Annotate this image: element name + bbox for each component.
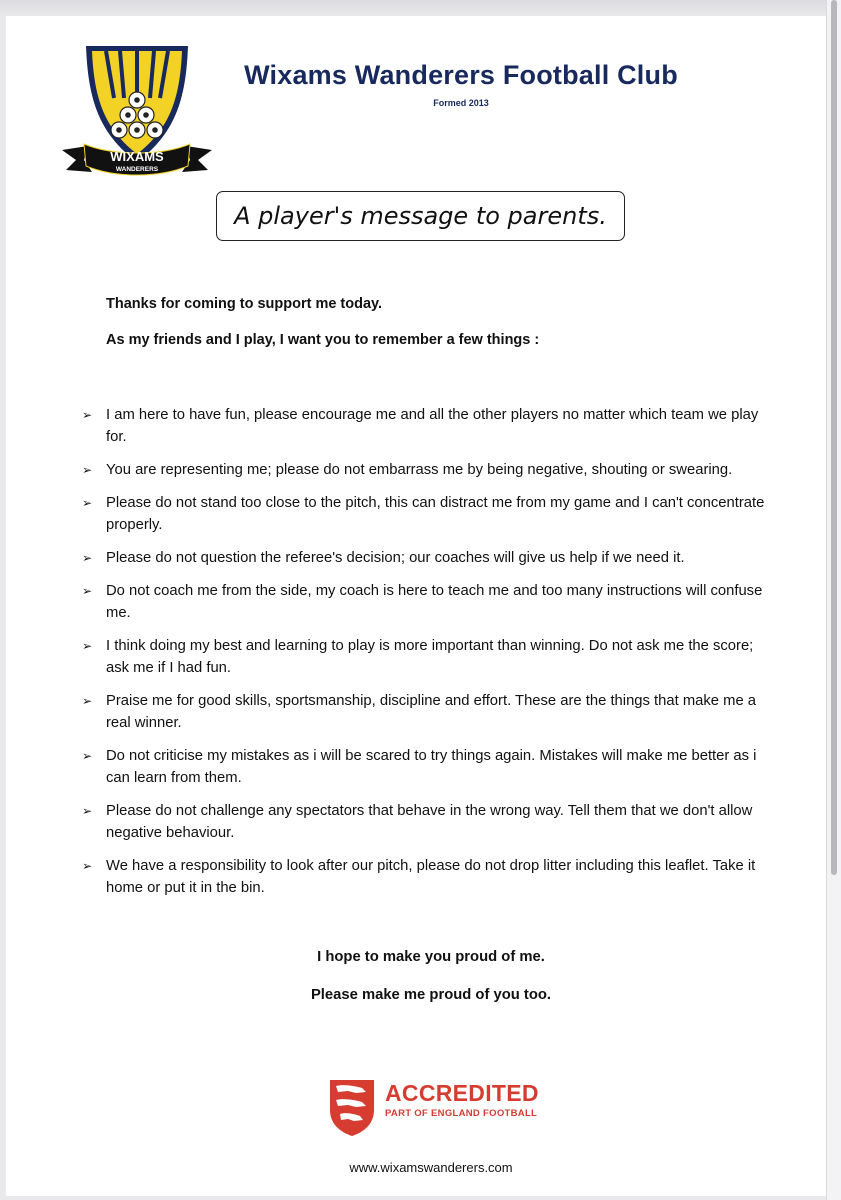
arrow-bullet-icon: ➢ — [82, 694, 93, 708]
accredited-subtitle: PART OF ENGLAND FOOTBALL — [385, 1108, 538, 1119]
list-item — [82, 800, 772, 844]
list-item — [82, 547, 772, 569]
list-item — [82, 690, 772, 734]
rules-list — [82, 404, 772, 910]
rule-text: Please do not question the referee's decision; our coaches will give us help if we need it. — [106, 550, 685, 566]
formed-year: Formed 2013 — [433, 98, 489, 108]
list-item — [82, 404, 772, 448]
arrow-bullet-icon: ➢ — [82, 749, 93, 763]
list-item — [82, 745, 772, 789]
intro-line-2: As my friends and I play, I want you to remember a few things : — [106, 332, 540, 348]
arrow-bullet-icon: ➢ — [82, 639, 93, 653]
rule-text: I am here to have fun, please encourage me and all the other players no matter which team we play for. — [106, 407, 759, 445]
intro-line-1: Thanks for coming to support me today. — [106, 296, 383, 312]
arrow-bullet-icon: ➢ — [82, 551, 93, 565]
rule-text: Please do not stand too close to the pitch, this can distract me from my game and I can't concentrate properly. — [106, 495, 765, 533]
rule-text: Do not criticise my mistakes as i will be scared to try things again. Mistakes will make me better as i can learn from them. — [106, 748, 757, 786]
club-crest-logo — [58, 38, 216, 186]
list-item — [82, 492, 772, 536]
rule-text: You are representing me; please do not embarrass me by being negative, shouting or swearing. — [106, 462, 733, 478]
list-item — [82, 855, 772, 899]
crest-text-bottom: WANDERERS — [115, 166, 159, 173]
arrow-bullet-icon: ➢ — [82, 859, 93, 873]
rule-text: Please do not challenge any spectators that behave in the wrong way. Tell them that we don't allow negative behaviour. — [106, 803, 753, 841]
rule-text: Do not coach me from the side, my coach is here to teach me and too many instructions will confuse me. — [106, 583, 763, 621]
message-title-box — [216, 191, 625, 241]
website-link[interactable]: www.wixamswanderers.com — [349, 1160, 513, 1175]
club-name-heading: Wixams Wanderers Football Club — [244, 60, 678, 90]
vertical-scrollbar[interactable] — [826, 0, 841, 1200]
scrollbar-thumb[interactable] — [831, 0, 837, 875]
message-title: A player's message to parents. — [234, 202, 607, 230]
document-page — [6, 16, 827, 1196]
arrow-bullet-icon: ➢ — [82, 408, 93, 422]
arrow-bullet-icon: ➢ — [82, 496, 93, 510]
closing-line-2: Please make me proud of you too. — [310, 987, 552, 1003]
three-lions-icon — [326, 1076, 378, 1138]
accredited-title: ACCREDITED — [385, 1080, 539, 1106]
arrow-bullet-icon: ➢ — [82, 463, 93, 477]
rule-text: Praise me for good skills, sportsmanship, discipline and effort. These are the things that make me a real winner. — [106, 693, 757, 731]
rule-text: We have a responsibility to look after our pitch, please do not drop litter including this leaflet. Take it home or put it in the bin. — [106, 858, 756, 896]
arrow-bullet-icon: ➢ — [82, 804, 93, 818]
viewer-top-edge — [0, 0, 827, 16]
closing-line-1: I hope to make you proud of me. — [317, 949, 545, 965]
rule-text: I think doing my best and learning to play is more important than winning. Do not ask me the score; ask me if I had fun. — [106, 638, 754, 676]
crest-text-top: WIXAMS — [110, 149, 164, 164]
list-item — [82, 635, 772, 679]
list-item — [82, 459, 772, 481]
arrow-bullet-icon: ➢ — [82, 584, 93, 598]
list-item — [82, 580, 772, 624]
